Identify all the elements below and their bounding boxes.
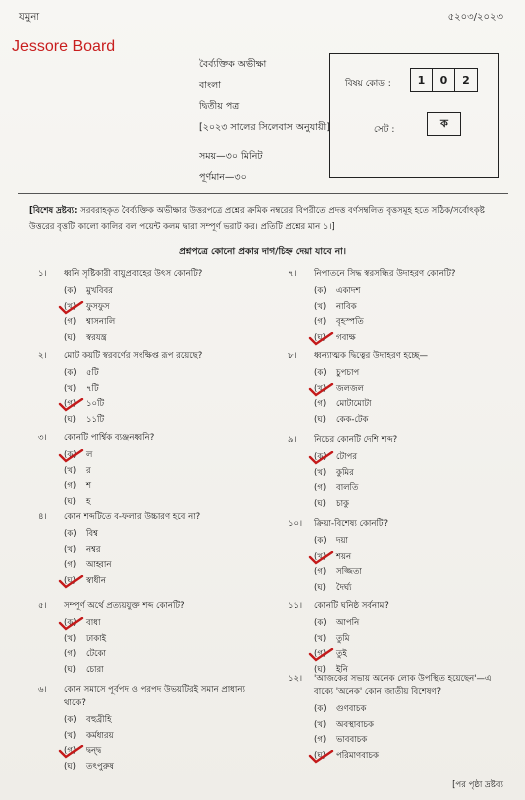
question-number: ৪। (38, 512, 47, 522)
time-limit: সময়—৩০ মিনিট (199, 151, 263, 162)
red-check-mark-icon (58, 745, 84, 759)
answer-option (64, 413, 259, 429)
option-label: (খ) (314, 467, 327, 478)
top-left-label: যমুনা (19, 12, 40, 23)
question-number: ১২। (288, 674, 303, 684)
answer-option (64, 632, 259, 648)
question-text: ধ্বনি সৃষ্টিকারী বাযুপ্রবাহের উৎস কোনটি? (64, 269, 203, 279)
question-stem (288, 434, 509, 447)
code-digit: 2 (462, 73, 470, 87)
option-text: গুণবাচক (336, 704, 367, 714)
option-text: শ (86, 481, 92, 491)
option-label: (ক) (314, 452, 327, 462)
question-text: কোন শব্দটিতে ব-ফলার উচ্চারণ হবে না? (64, 512, 201, 522)
question-number: ৯। (288, 435, 297, 445)
question-stem (38, 432, 259, 445)
option-text: বাধা (86, 618, 101, 628)
code-frame (329, 53, 499, 178)
answer-option (314, 632, 509, 648)
answer-option (314, 550, 509, 566)
question (288, 518, 509, 596)
question-stem (288, 600, 509, 613)
question (38, 350, 259, 428)
option-text: দ্বন্দ্ব (86, 746, 102, 756)
subject-code-boxes (410, 68, 478, 92)
option-label: (গ) (314, 483, 327, 493)
option-label: (খ) (314, 719, 327, 730)
option-text: ফুসফুস (86, 301, 110, 312)
set-label: সেট : (374, 125, 395, 135)
question-number: ১১। (288, 601, 303, 611)
question-text: মোট কয়টি স্বরবর্ণের সংক্ষিপ্ত রূপ রয়েছে? (64, 351, 203, 361)
option-label: (ক) (64, 286, 77, 296)
answer-option (64, 300, 259, 316)
exam-header (199, 54, 330, 188)
instructions-text: সরবরাহকৃত বৈর্ব্যক্তিক অভীক্ষার উত্তরপত্রে প্রশ্নের ক্রমিক নম্বরের বিপরীতে প্রদত্ত বর্ণসম্বলিত বৃত্তসমূহ হতে সঠিক/সর্বোৎকৃষ্ট উত্তরের বৃত্তটি কালো কালির বল পয়েন্ট কলম দ্বারা সম্পূর্ণ ভরাট কর। প্রতিটি প্রশ্নের মান ১।] (29, 206, 485, 232)
option-label: (ঘ) (64, 664, 76, 675)
option-label: (ঘ) (64, 761, 76, 772)
question-stem (38, 600, 259, 613)
option-text: মুখবিবর (86, 286, 113, 296)
answer-option (314, 733, 509, 749)
option-text: পরিমাণবাচক (336, 750, 379, 761)
option-label: (খ) (314, 301, 327, 312)
option-label: (গ) (64, 649, 77, 659)
answer-option (64, 647, 259, 663)
question-text: ধ্বন্যাত্মক দ্বিত্বের উদাহরণ হচ্ছে— (314, 351, 428, 361)
option-label: (গ) (314, 399, 327, 409)
question-text: নিপাতনে সিদ্ধ স্বরসন্ধির উদাহরণ কোনটি? (314, 269, 456, 279)
red-check-mark-icon (58, 398, 84, 412)
answer-option (314, 565, 509, 581)
option-label: (খ) (64, 383, 77, 394)
answer-option (64, 663, 259, 679)
option-text: বালতি (336, 483, 359, 493)
option-label: (ঘ) (314, 332, 326, 343)
question-number: ১০। (288, 519, 303, 529)
options-list (314, 534, 509, 596)
option-text: টেকো (86, 649, 106, 659)
option-text: জলজল (336, 383, 364, 394)
option-text: ৫টি (86, 368, 99, 378)
option-text: সজ্জিতা (336, 567, 362, 577)
answer-option (64, 527, 259, 543)
option-text: ৭টি (86, 383, 99, 394)
option-label: (ক) (64, 618, 77, 628)
option-text: কর্মধারয় (86, 730, 114, 741)
red-check-mark-icon (58, 617, 84, 631)
options-list (64, 448, 259, 510)
question-stem (38, 511, 259, 524)
option-label: (ক) (314, 536, 327, 546)
answer-option (314, 366, 509, 382)
answer-option (314, 300, 509, 316)
answer-option (64, 331, 259, 347)
answer-option (314, 581, 509, 597)
question-stem (38, 350, 259, 363)
question-number: ১। (38, 269, 47, 279)
option-text: কেক-টেক (336, 414, 369, 425)
red-check-mark-icon (308, 648, 334, 662)
option-label: (খ) (314, 551, 327, 562)
question-stem (288, 268, 509, 281)
option-text: বৃহস্পতি (336, 317, 364, 327)
red-check-mark-icon (308, 551, 334, 565)
question-stem (288, 350, 509, 363)
option-text: তুই (336, 649, 347, 659)
answer-option (314, 450, 509, 466)
options-list (314, 366, 509, 428)
option-label: (ক) (64, 529, 77, 539)
option-text: নাবিক (336, 301, 357, 312)
question (288, 673, 509, 764)
option-text: মোটামোটা (336, 399, 372, 409)
option-text: টোপর (336, 452, 357, 462)
option-text: স্বরযন্ত্র (86, 332, 107, 343)
answer-option (314, 331, 509, 347)
question-text: নিচের কোনটি দেশি শব্দ? (314, 435, 398, 445)
question-text: 'আজকের সভায় অনেক লোক উপস্থিত হয়েছেন'—এ বাক্যে 'অনেক' কোন জাতীয় বিশেষণ? (314, 674, 492, 697)
option-label: (খ) (314, 383, 327, 394)
question (288, 350, 509, 428)
set-value: ক (427, 112, 461, 136)
option-text: ঢাকাই (86, 633, 107, 644)
question-number: ৫। (38, 601, 47, 611)
option-label: (ঘ) (314, 750, 326, 761)
options-list (314, 616, 509, 678)
option-label: (ঘ) (314, 414, 326, 425)
answer-option (64, 397, 259, 413)
red-check-mark-icon (308, 451, 334, 465)
option-text: আহ্বান (86, 560, 112, 570)
answer-option (314, 466, 509, 482)
option-text: বহুব্রীহি (86, 715, 112, 725)
answer-option (64, 479, 259, 495)
question (38, 684, 259, 775)
option-label: (ক) (314, 368, 327, 378)
subject-name: বাংলা (199, 80, 221, 91)
answer-option (64, 315, 259, 331)
option-text: নশ্বর (86, 544, 101, 555)
option-text: ইনি (336, 664, 348, 675)
options-list (314, 450, 509, 512)
option-label: (ঘ) (64, 496, 76, 507)
paper-number: দ্বিতীয় পত্র (199, 101, 240, 112)
option-label: (গ) (64, 481, 77, 491)
option-label: (ক) (64, 715, 77, 725)
answer-option (314, 702, 509, 718)
option-text: দৈর্ঘ্য (336, 582, 352, 593)
question-text: কোনটি পার্শ্বিক ব্যঞ্জনধ্বনি? (64, 433, 155, 443)
divider (18, 193, 508, 194)
option-text: আপনি (336, 618, 360, 628)
answer-option (314, 718, 509, 734)
option-text: ল (86, 450, 93, 460)
question (38, 268, 259, 346)
exam-type: বৈর্ব্যক্তিক অভীক্ষা (199, 59, 267, 70)
option-label: (গ) (64, 399, 77, 409)
option-text: কুমির (336, 467, 354, 478)
question-number: ৬। (38, 685, 47, 695)
option-text: চাকু (336, 498, 349, 509)
options-list (64, 527, 259, 589)
answer-option (64, 495, 259, 511)
question-text: ক্রিয়া-বিশেষ্য কোনটি? (314, 519, 389, 529)
option-label: (ঘ) (314, 498, 326, 509)
subject-code-label: বিষয় কোড : (345, 79, 391, 89)
options-list (314, 284, 509, 346)
question (288, 268, 509, 346)
option-label: (গ) (314, 317, 327, 327)
answer-option (64, 713, 259, 729)
answer-option (64, 382, 259, 398)
option-label: (খ) (64, 633, 77, 644)
paper-code: ৫২০৩/২০২৩ (447, 12, 503, 23)
option-label: (খ) (64, 465, 77, 476)
option-label: (গ) (314, 649, 327, 659)
code-digit: 0 (433, 69, 455, 91)
option-label: (ক) (314, 286, 327, 296)
question (288, 600, 509, 678)
option-text: একাদশ (336, 286, 361, 296)
option-text: র (86, 465, 91, 476)
options-list (64, 284, 259, 346)
option-label: (ক) (64, 450, 77, 460)
answer-option (64, 448, 259, 464)
option-label: (ক) (64, 368, 77, 378)
option-label: (গ) (314, 735, 327, 745)
answer-option (314, 647, 509, 663)
footer-note: [পর পৃষ্ঠা দ্রষ্টব্য (452, 780, 503, 790)
answer-option (64, 558, 259, 574)
question-stem (288, 673, 509, 699)
option-label: (ঘ) (64, 332, 76, 343)
option-label: (ঘ) (314, 664, 326, 675)
question-number: ৭। (288, 269, 297, 279)
question-stem (288, 518, 509, 531)
notice: প্রশ্নপত্রে কোনো প্রকার দাগ/চিহ্ন দেয়া যাবে না। (179, 247, 346, 257)
question-text: কোন সমাসে পূর্বপদ ও পরপদ উভয়টিরই সমান প্রাধান্য থাকে? (64, 685, 245, 708)
answer-option (314, 382, 509, 398)
question (38, 600, 259, 678)
option-text: ১০টি (86, 399, 105, 409)
answer-option (64, 729, 259, 745)
option-label: (খ) (64, 544, 77, 555)
option-label: (গ) (64, 746, 77, 756)
answer-option (314, 497, 509, 513)
red-check-mark-icon (308, 383, 334, 397)
answer-option (64, 760, 259, 776)
answer-option (314, 534, 509, 550)
answer-option (314, 481, 509, 497)
answer-option (314, 749, 509, 765)
option-text: চুপচাপ (336, 368, 360, 378)
answer-option (64, 284, 259, 300)
question (38, 511, 259, 589)
option-text: ভাববাচক (336, 735, 368, 745)
options-list (314, 702, 509, 764)
question-stem (38, 684, 259, 710)
answer-option (314, 616, 509, 632)
question-text: সম্পূর্ণ অর্থে প্রত্যয়যুক্ত শব্দ কোনটি? (64, 601, 185, 611)
option-text: অবস্থাবাচক (336, 719, 374, 730)
answer-option (314, 315, 509, 331)
option-label: (খ) (64, 730, 77, 741)
options-list (64, 366, 259, 428)
option-text: চোরা (86, 664, 104, 675)
answer-option (314, 413, 509, 429)
answer-option (64, 366, 259, 382)
option-label: (ক) (314, 704, 327, 714)
option-text: শ্বাসনালি (86, 317, 116, 327)
answer-option (64, 744, 259, 760)
question-number: ৩। (38, 433, 47, 443)
red-check-mark-icon (58, 449, 84, 463)
option-label: (খ) (64, 301, 77, 312)
option-label: (ঘ) (64, 575, 76, 586)
question (288, 434, 509, 512)
option-text: বিশ্ব (86, 529, 99, 539)
red-check-mark-icon (58, 575, 84, 589)
answer-option (314, 397, 509, 413)
question-text: কোনটি ঘনিষ্ঠ সর্বনাম? (314, 601, 389, 611)
option-text: দয়া (336, 536, 348, 546)
answer-option (64, 464, 259, 480)
red-check-mark-icon (58, 301, 84, 315)
option-label: (গ) (64, 560, 77, 570)
option-text: তুমি (336, 633, 350, 644)
board-label: Jessore Board (12, 38, 116, 55)
answer-option (64, 616, 259, 632)
option-label: (ক) (314, 618, 327, 628)
answer-option (64, 543, 259, 559)
option-text: তৎপুরুষ (86, 761, 114, 772)
option-text: হ (86, 496, 91, 507)
instructions (29, 203, 504, 235)
code-digit: 1 (411, 69, 433, 91)
red-check-mark-icon (308, 750, 334, 764)
question (38, 432, 259, 510)
options-list (64, 616, 259, 678)
answer-option (314, 284, 509, 300)
question-number: ২। (38, 351, 47, 361)
instructions-label: [বিশেষ দ্রষ্টব্য: (29, 206, 78, 216)
option-label: (ঘ) (314, 582, 326, 593)
option-label: (খ) (314, 633, 327, 644)
option-text: স্বাধীন (86, 575, 106, 586)
option-label: (ঘ) (64, 414, 76, 425)
option-text: গবাক্ষ (336, 332, 356, 343)
red-check-mark-icon (308, 332, 334, 346)
answer-option (64, 574, 259, 590)
question-stem (38, 268, 259, 281)
option-label: (গ) (314, 567, 327, 577)
option-text: শয়ন (336, 551, 352, 562)
option-text: ১১টি (86, 414, 105, 425)
option-label: (গ) (64, 317, 77, 327)
options-list (64, 713, 259, 775)
question-number: ৮। (288, 351, 297, 361)
syllabus-note: [২০২৩ সালের সিলেবাস অনুযায়ী] (199, 122, 330, 133)
full-marks: পূর্ণমান—৩০ (199, 172, 247, 183)
